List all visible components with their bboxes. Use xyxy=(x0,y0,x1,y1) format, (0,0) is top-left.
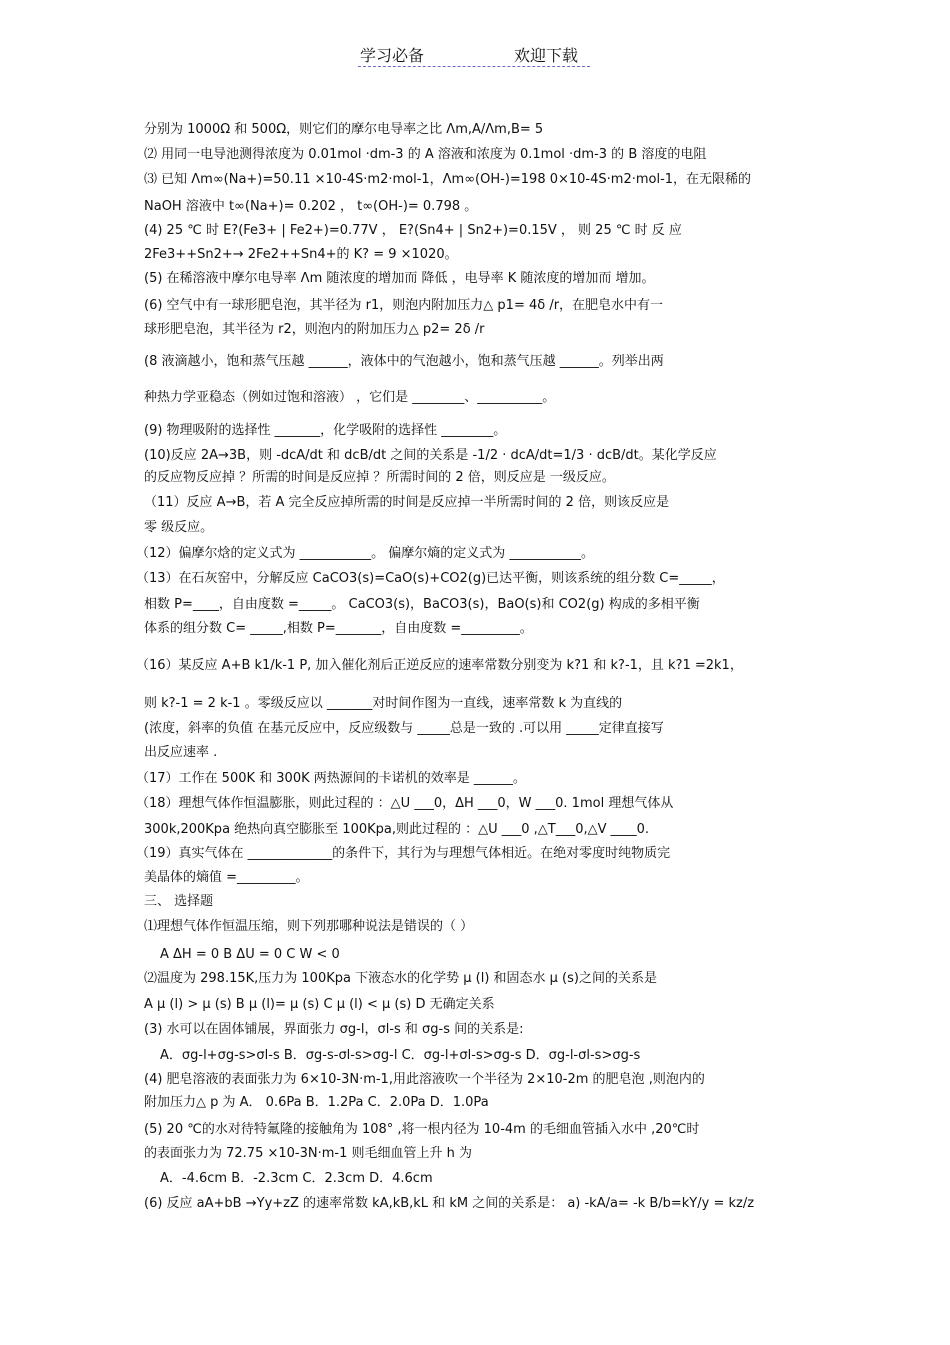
text-line: 体系的组分数 C= _____,相数 P=_______，自由度数 =_________。 xyxy=(144,621,533,636)
text-line: （16）某反应 A+B k1/k-1 P, 加入催化剂后正逆反应的速率常数分别变为 k?1 和 k?-1，且 k?1 =2k1， xyxy=(136,658,743,673)
text-line: ⑶ 已知 Λm∞(Na+)=50.11 ×10-4S·m2·mol-1，Λm∞(OH-)=198 0×10-4S·m2·mol-1，在无限稀的 xyxy=(144,172,752,187)
text-line: （17）工作在 500K 和 300K 两热源间的卡诺机的效率是 ______。 xyxy=(136,771,526,786)
text-line: A μ (l) > μ (s) B μ (l)= μ (s) C μ (l) < μ (s) D 无确定关系 xyxy=(144,997,495,1012)
text-line: (4) 肥皂溶液的表面张力为 6×10-3N·m-1,用此溶液吹一个半径为 2×10-2m 的肥皂泡 ,则泡内的 xyxy=(144,1072,705,1087)
header-right: 欢迎下载 xyxy=(514,46,579,65)
text-line: 分别为 1000Ω 和 500Ω，则它们的摩尔电导率之比 Λm,A/Λm,B= 5 xyxy=(144,122,544,137)
text-line: (9) 物理吸附的选择性 _______，化学吸附的选择性 ________。 xyxy=(144,423,507,438)
text-line: 300k,200Kpa 绝热向真空膨胀至 100Kpa,则此过程的 ：△U ___0 ,△T___0,△V ____0. xyxy=(144,822,650,837)
text-line: A．σg-l+σg-s>σl-s B．σg-s-σl-s>σg-l C．σg-l+σl-s>σg-s D．σg-l-σl-s>σg-s xyxy=(160,1048,641,1063)
header-left: 学习必备 xyxy=(360,46,425,65)
text-line: (10)反应 2A→3B，则 -dcA/dt 和 dcB/dt 之间的关系是 -1/2 · dcA/dt=1/3 · dcB/dt。某化学反应 xyxy=(144,448,717,463)
text-line: （12）偏摩尔焓的定义式为 ___________。 偏摩尔熵的定义式为 ___________。 xyxy=(136,546,594,561)
text-line: (6) 空气中有一球形肥皂泡，其半径为 r1，则泡内附加压力△ p1= 4δ /r，在肥皂水中有一 xyxy=(144,298,664,313)
text-line: (3) 水可以在固体铺展，界面张力 σg-l，σl-s 和 σg-s 间的关系是: xyxy=(144,1022,524,1037)
text-line: A．-4.6cm B．-2.3cm C．2.3cm D．4.6cm xyxy=(160,1171,433,1186)
text-line: 相数 P=____，自由度数 =_____。 CaCO3(s)，BaCO3(s)，BaO(s)和 CO2(g) 构成的多相平衡 xyxy=(144,597,700,612)
text-line: 附加压力△ p 为 A． 0.6Pa B．1.2Pa C．2.0Pa D．1.0Pa xyxy=(144,1095,489,1110)
text-line: (6) 反应 aA+bB →Yy+zZ 的速率常数 kA,kB,kL 和 kM 之间的关系是： a) -kA/a= -k B/b=kY/y = kz/z xyxy=(144,1196,755,1211)
text-line: 零 级反应。 xyxy=(144,520,214,535)
text-line: ⑴理想气体作恒温压缩，则下列那哪种说法是错误的（ ） xyxy=(144,919,474,934)
text-line: A ΔH = 0 B ΔU = 0 C W < 0 xyxy=(160,947,340,962)
page-header xyxy=(358,42,590,67)
text-line: (5) 在稀溶液中摩尔电导率 Λm 随浓度的增加而 降低 ，电导率 K 随浓度的增加而 增加。 xyxy=(144,271,655,286)
text-line: 三、 选择题 xyxy=(144,894,214,909)
text-line: (浓度，斜率的负值 在基元反应中，反应级数与 _____总是一致的 .可以用 _____定律直接写 xyxy=(144,721,664,736)
text-line: 种热力学亚稳态（例如过饱和溶液） ，它们是 ________、__________。 xyxy=(144,390,556,405)
text-line: （13）在石灰窑中，分解反应 CaCO3(s)=CaO(s)+CO2(g)已达平衡，则该系统的组分数 C=_____， xyxy=(136,571,725,586)
text-line: 2Fe3++Sn2+→ 2Fe2++Sn4+的 K? = 9 ×1020。 xyxy=(144,247,458,262)
text-line: 美晶体的熵值 =_________。 xyxy=(144,870,309,885)
text-line: ⑵ 用同一电导池测得浓度为 0.01mol ·dm-3 的 A 溶液和浓度为 0.1mol ·dm-3 的 B 溶度的电阻 xyxy=(144,147,707,162)
text-line: （11）反应 A→B，若 A 完全反应掉所需的时间是反应掉一半所需时间的 2 倍，则该反应是 xyxy=(144,495,670,510)
text-line: (8 液滴越小，饱和蒸气压越 ______，液体中的气泡越小，饱和蒸气压越 ______。列举出两 xyxy=(144,354,664,369)
text-line: NaOH 溶液中 t∞(Na+)= 0.202 ， t∞(OH-)= 0.798 。 xyxy=(144,199,478,214)
text-line: 球形肥皂泡，其半径为 r2，则泡内的附加压力△ p2= 2δ /r xyxy=(144,322,485,337)
text-line: 出反应速率 . xyxy=(144,745,218,760)
text-line: (5) 20 ℃的水对待特氟隆的接触角为 108° ,将一根内径为 10-4m 的毛细血管插入水中 ,20℃时 xyxy=(144,1122,700,1137)
text-line: 则 k?-1 = 2 k-1 。零级反应以 _______对时间作图为一直线，速率常数 k 为直线的 xyxy=(144,696,623,711)
text-line: 的反应物反应掉 ？所需的时间是反应掉 ？所需时间的 2 倍，则反应是 一级反应。 xyxy=(144,470,615,485)
text-line: (4) 25 ℃ 时 E?(Fe3+ | Fe2+)=0.77V ， E?(Sn4+ | Sn2+)=0.15V ， 则 25 ℃ 时 反 应 xyxy=(144,223,682,238)
text-line: ⑵温度为 298.15K,压力为 100Kpa 下液态水的化学势 μ (l) 和固态水 μ (s)之间的关系是 xyxy=(144,971,657,986)
text-line: （19）真实气体在 _____________的条件下，其行为与理想气体相近。在绝对零度时纯物质完 xyxy=(136,846,671,861)
text-line: 的表面张力为 72.75 ×10-3N·m-1 则毛细血管上升 h 为 xyxy=(144,1146,472,1161)
text-line: （18）理想气体作恒温膨胀，则此过程的 ：△U ___0，ΔH ___0，W ___0. 1mol 理想气体从 xyxy=(136,796,674,811)
